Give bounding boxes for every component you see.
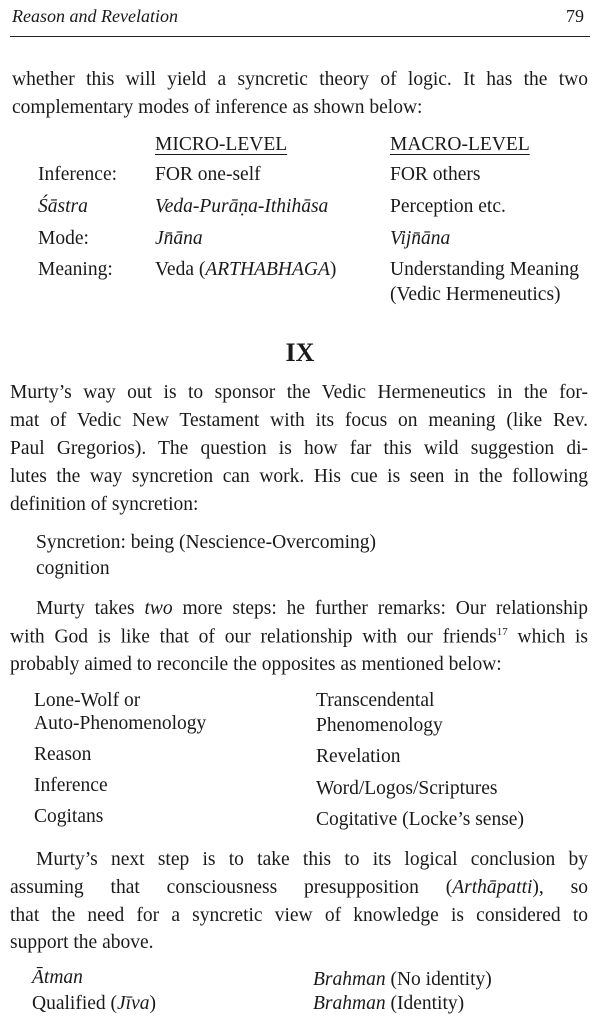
opposite-right: Word/Logos/Scriptures xyxy=(316,778,498,799)
opposite-right: Revelation xyxy=(316,746,401,767)
running-header-title: Reason and Revelation xyxy=(12,6,178,26)
opposite-left: Auto-Phenomenology xyxy=(34,713,207,734)
levels-row-label: Meaning: xyxy=(38,259,113,280)
levels-row-micro: FOR one-self xyxy=(155,164,261,185)
page-number: 79 xyxy=(566,6,584,26)
paragraph-line: Murty’s next step is to take this to its logical conclusion by xyxy=(36,849,588,870)
levels-row-macro: FOR others xyxy=(390,164,481,185)
levels-row-label: Śāstra xyxy=(38,196,88,217)
paragraph-line: mat of Vedic New Testament with its focus on meaning (like Rev. xyxy=(10,410,588,431)
intro-line-2: complementary modes of inference as shown below: xyxy=(12,97,423,118)
identity-right: Brahman (No identity) xyxy=(313,969,492,990)
levels-row-micro: Veda (ARTHABHAGA) xyxy=(155,259,337,280)
paragraph-line: Murty’s way out is to sponsor the Vedic Hermeneutics in the for- xyxy=(10,382,588,403)
paragraph-line: that the need for a syncretic view of knowledge is considered to xyxy=(10,905,588,926)
micro-level-header: MICRO-LEVEL xyxy=(155,134,288,155)
levels-row-label: Inference: xyxy=(38,164,118,185)
macro-level-header: MACRO-LEVEL xyxy=(390,134,530,155)
levels-row-micro: Veda-Purāṇa-Ithihāsa xyxy=(155,196,329,217)
paragraph-line: with God is like that of our relationship with our friends$^{17}$ which is xyxy=(10,626,588,648)
levels-row-micro: Jn̄āna xyxy=(155,228,203,249)
identity-left: Qualified (Jīva) xyxy=(32,993,156,1014)
opposite-right: Cogitative (Locke’s sense) xyxy=(316,809,524,830)
paragraph-line: Paul Gregorios). The question is how far this wild suggestion di- xyxy=(10,438,588,459)
paragraph-line: assuming that consciousness presupposition (Arthāpatti), so xyxy=(10,877,588,898)
levels-row-macro-cont: (Vedic Hermeneutics) xyxy=(390,284,561,305)
levels-row-label: Mode: xyxy=(38,228,89,249)
levels-row-macro: Perception etc. xyxy=(390,196,506,217)
definition-line: cognition xyxy=(36,558,110,579)
opposite-left: Reason xyxy=(34,744,92,765)
section-heading: IX xyxy=(285,338,315,367)
paragraph-line: definition of syncretion: xyxy=(10,494,199,515)
identity-right: Brahman (Identity) xyxy=(313,993,465,1014)
levels-row-macro: Understanding Meaning xyxy=(390,259,580,280)
footnote-marker: 17 xyxy=(496,626,508,638)
opposite-left: Lone-Wolf or xyxy=(34,690,141,711)
header-rule xyxy=(10,36,590,37)
paragraph-line: Murty takes two more steps: he further remarks: Our relationship xyxy=(36,598,588,619)
paragraph-line: support the above. xyxy=(10,932,154,953)
identity-left: Ātman xyxy=(32,967,83,988)
opposite-right: Phenomenology xyxy=(316,715,443,736)
opposite-left: Inference xyxy=(34,775,108,796)
definition-line: Syncretion: being (Nescience-Overcoming) xyxy=(36,532,377,553)
opposite-left: Cogitans xyxy=(34,806,104,827)
paragraph-line: lutes the way syncretion can work. His cue is seen in the following xyxy=(10,466,588,487)
paragraph-line: probably aimed to reconcile the opposites as mentioned below: xyxy=(10,654,502,675)
intro-line-1: whether this will yield a syncretic theory of logic. It has the two xyxy=(12,69,588,90)
levels-row-macro: Vijn̄āna xyxy=(390,228,451,249)
opposite-right: Transcendental xyxy=(316,690,435,711)
